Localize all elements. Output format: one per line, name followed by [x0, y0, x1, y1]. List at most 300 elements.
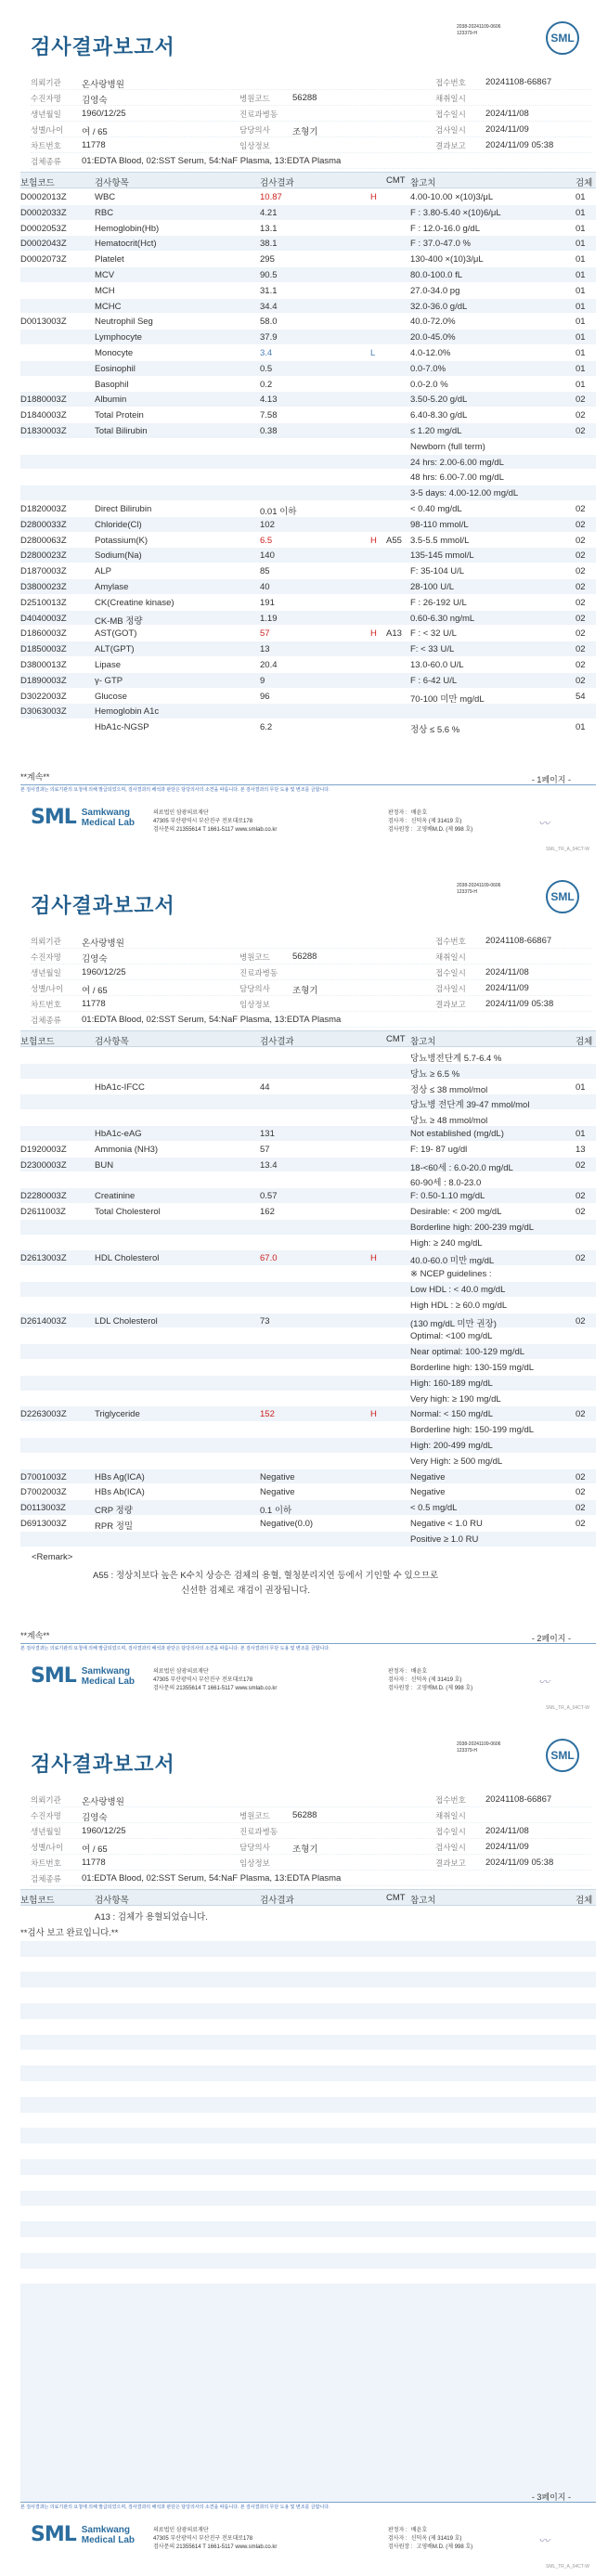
specimen-label: 검체종류 — [31, 1016, 61, 1025]
test-result: 1.19 — [260, 613, 278, 624]
result-row — [20, 1126, 596, 1142]
institution-label: 의뢰기관 — [31, 937, 61, 946]
column-header-result: 검사결과 — [260, 1037, 294, 1047]
reference-range: Desirable: < 200 mg/dL — [410, 1206, 502, 1217]
footer-divider — [20, 1643, 596, 1644]
empty-row — [20, 2425, 596, 2440]
reference-range: 18-<60세 : 6.0-20.0 mg/dL — [410, 1162, 513, 1173]
hospital_code-label: 병원코드 — [239, 1811, 270, 1820]
result-flag: L — [370, 347, 376, 358]
signatories — [388, 809, 472, 835]
reference-range: F : 6-42 U/L — [410, 675, 458, 686]
test-result: 191 — [260, 597, 275, 608]
result-row — [20, 252, 596, 267]
result-row — [20, 392, 596, 408]
test_date-label: 검사일시 — [435, 984, 466, 993]
info-row — [31, 137, 591, 153]
dob-value: 1960/12/25 — [82, 109, 126, 119]
doctor-label: 담당의사 — [239, 1843, 270, 1852]
document-id — [457, 883, 500, 896]
result-row — [20, 1516, 596, 1532]
hospital_code-label: 병원코드 — [239, 952, 270, 962]
signature-mark: 〰 — [538, 817, 550, 830]
test-item: Glucose — [95, 691, 127, 702]
dept-label: 진료과병동 — [239, 1827, 278, 1836]
lab-name-line: Samkwang — [81, 2524, 131, 2535]
result-row — [20, 1422, 596, 1438]
specimen-code: 02 — [576, 659, 586, 670]
test-result: 4.21 — [260, 207, 278, 218]
results-rows — [20, 1907, 596, 1922]
sml-mark-icon: SML — [31, 1664, 76, 1688]
result-row — [20, 657, 596, 673]
test-item: Monocyte — [95, 347, 134, 358]
remark-text: 신선한 검체로 재검이 권장됩니다. — [181, 1585, 311, 1596]
specimen-code: 01 — [576, 254, 586, 265]
test_date-value: 2024/11/09 — [485, 124, 529, 135]
institution-value: 온사랑병원 — [82, 80, 124, 90]
name-label: 수진자명 — [31, 952, 61, 962]
insurance-code: D1880003Z — [20, 395, 67, 406]
reference-range: High: 200-499 mg/dL — [410, 1440, 493, 1451]
empty-row — [20, 2471, 596, 2487]
column-header-ref: 참고치 — [410, 1037, 436, 1047]
reference-range: 135-145 mmol/L — [410, 550, 474, 562]
result-row — [20, 501, 596, 517]
signatories — [388, 1668, 472, 1693]
reference-range: (130 mg/dL 미만 권장) — [410, 1318, 497, 1329]
column-header-ref: 참고치 — [410, 1896, 436, 1906]
test-item: HBs Ag(ICA) — [95, 1471, 145, 1482]
specimen-code: 02 — [576, 1191, 586, 1202]
result-row — [20, 1328, 596, 1344]
result-row — [20, 1142, 596, 1158]
result-row — [20, 299, 596, 315]
doctor-label: 담당의사 — [239, 984, 270, 993]
result-row — [20, 1360, 596, 1376]
result-row — [20, 1469, 596, 1485]
comment-code: A55 — [386, 535, 402, 546]
empty-row — [20, 1972, 596, 1987]
reference-range: 32.0-36.0 g/dL — [410, 301, 468, 312]
empty-row — [20, 2315, 596, 2331]
test-result: 4.13 — [260, 395, 278, 406]
insurance-code: D7001003Z — [20, 1471, 67, 1482]
column-header-result: 검사결과 — [260, 178, 294, 188]
specimen-code: 02 — [576, 425, 586, 436]
reference-range: 27.0-34.0 pg — [410, 285, 460, 296]
sex_age-value: 여 / 65 — [82, 127, 108, 137]
signatory-examiner — [388, 1676, 472, 1685]
reference-range: 3.5-5.5 mmol/L — [410, 535, 470, 546]
chart_no-value: 11778 — [82, 1858, 106, 1868]
receipt_no-label: 접수번호 — [435, 78, 466, 87]
signatory-checker — [388, 2527, 472, 2535]
test-result: Negative(0.0) — [260, 1518, 314, 1529]
report_date-value: 2024/11/09 05:38 — [485, 999, 554, 1009]
receipt_date-value: 2024/11/08 — [485, 967, 529, 977]
test-item: HbA1c-IFCC — [95, 1081, 145, 1093]
result-row — [20, 283, 596, 299]
specimen-code: 01 — [576, 317, 586, 328]
result-row — [20, 548, 596, 563]
test-result: 0.5 — [260, 363, 273, 374]
doctor-label: 담당의사 — [239, 125, 270, 135]
hospital_code-value: 56288 — [292, 951, 317, 962]
result-row — [20, 205, 596, 221]
empty-row — [20, 1957, 596, 1973]
doctor-value: 조형기 — [292, 986, 318, 996]
test-result: 85 — [260, 566, 270, 577]
name-value: 김영숙 — [82, 1813, 108, 1823]
empty-row — [20, 2159, 596, 2175]
specimen-code: 02 — [576, 644, 586, 655]
lab-name-line: Medical Lab — [81, 2534, 136, 2545]
insurance-code: D3063003Z — [20, 706, 67, 718]
result-row — [20, 1484, 596, 1500]
test-item: Chloride(Cl) — [95, 519, 142, 530]
specimen-label: 검체종류 — [31, 1874, 61, 1883]
reference-range: 0.0-7.0% — [410, 363, 446, 374]
reference-range: F: 0.50-1.10 mg/dL — [410, 1191, 485, 1202]
reference-range: 24 hrs: 2.00-6.00 mg/dL — [410, 457, 504, 468]
insurance-code: D3800013Z — [20, 659, 67, 670]
name-value: 김영숙 — [82, 954, 108, 964]
dob-value: 1960/12/25 — [82, 1826, 126, 1836]
column-header-item: 검사항목 — [95, 178, 129, 188]
signatory-name: 신덕옥 (제 31419 호) — [410, 819, 462, 824]
chart_no-value: 11778 — [82, 999, 106, 1009]
test-result: 0.2 — [260, 379, 273, 390]
insurance-code: D4040003Z — [20, 613, 67, 624]
result-row — [20, 330, 596, 345]
test-result: 13.1 — [260, 223, 278, 234]
signatory-label: 검사자 : — [388, 1677, 407, 1683]
insurance-code: D6913003Z — [20, 1518, 67, 1529]
receipt_no-label: 접수번호 — [435, 1795, 466, 1805]
chart_no-label: 차트번호 — [31, 1858, 61, 1868]
signatory-label: 검사원장 : — [388, 1686, 413, 1691]
test-result: 40 — [260, 581, 270, 592]
specimen-code: 02 — [576, 535, 586, 546]
result-row — [20, 1314, 596, 1329]
report-page — [0, 0, 608, 859]
reference-range: Normal: < 150 mg/dL — [410, 1409, 493, 1420]
clinical-label: 임상정보 — [239, 141, 270, 150]
test-item: Potassium(K) — [95, 535, 149, 546]
page-number: - 2페이지 - — [531, 1634, 571, 1643]
result-row — [20, 626, 596, 641]
name-value: 김영숙 — [82, 96, 108, 106]
insurance-code: D2280003Z — [20, 1191, 67, 1202]
collect_date-label: 채취일시 — [435, 94, 466, 103]
receipt_date-label: 접수일시 — [435, 110, 466, 119]
specimen-code: 02 — [576, 1253, 586, 1264]
insurance-code: D1830003Z — [20, 425, 67, 436]
patient-info — [31, 74, 591, 169]
test-item: HDL Cholesterol — [95, 1253, 160, 1264]
test-result: 10.87 — [260, 192, 282, 202]
test-result: 162 — [260, 1206, 275, 1217]
specimen-code: 01 — [576, 239, 586, 250]
result-row — [20, 1094, 596, 1110]
info-row — [31, 74, 591, 90]
test-result: 0.1 이하 — [260, 1506, 292, 1517]
result-row — [20, 1064, 596, 1080]
specimen-code: 02 — [576, 1518, 586, 1529]
test-item: γ- GTP — [95, 675, 123, 686]
test-item: ALT(GPT) — [95, 644, 135, 655]
result-row — [20, 689, 596, 705]
info-row — [31, 106, 591, 122]
reference-range: Negative — [410, 1471, 446, 1482]
test-item: Total Bilirubin — [95, 425, 148, 436]
empty-row — [20, 2253, 596, 2269]
test-result: Negative — [260, 1487, 295, 1498]
sml-logo: SML — [546, 1739, 579, 1772]
insurance-code: D0002043Z — [20, 239, 67, 250]
test-result: 34.4 — [260, 301, 278, 312]
signatory-director — [388, 2544, 472, 2552]
name-label: 수진자명 — [31, 94, 61, 103]
specimen-code: 02 — [576, 410, 586, 421]
result-flag: H — [370, 192, 377, 202]
result-row — [20, 267, 596, 283]
result-row — [20, 1438, 596, 1454]
patient-info — [31, 933, 591, 1028]
signatory-label: 검사자 : — [388, 819, 407, 824]
specimen-code: 02 — [576, 395, 586, 406]
reference-range: 당뇨 ≥ 48 mmol/mol — [410, 1116, 488, 1127]
result-row — [20, 533, 596, 549]
test-item: Creatinine — [95, 1191, 136, 1202]
specimen-code: 02 — [576, 1471, 586, 1482]
report_date-label: 결과보고 — [435, 1000, 466, 1009]
reference-range: F : < 32 U/L — [410, 628, 457, 640]
contact-line: 검사문의 21355614 T 1661-5117 www.smlab.co.kr — [153, 827, 278, 833]
insurance-code: D0002073Z — [20, 254, 67, 265]
column-header-cmt: CMT — [386, 1893, 406, 1903]
result-row — [20, 1236, 596, 1251]
result-row — [20, 189, 596, 205]
test-item: Basophil — [95, 379, 129, 390]
empty-row — [20, 2362, 596, 2377]
test_date-value: 2024/11/09 — [485, 1842, 529, 1852]
test-item: Neutrophil Seg — [95, 317, 153, 328]
document-id-line: 123379-H — [457, 1748, 477, 1754]
test-result: 58.0 — [260, 317, 278, 328]
footer-divider — [20, 784, 596, 785]
test-item: HbA1c-NGSP — [95, 722, 149, 733]
result-row — [20, 1204, 596, 1220]
reference-range: 4.00-10.00 ×(10)3/μL — [410, 192, 494, 202]
receipt_no-value: 20241108-66867 — [485, 1794, 552, 1805]
lab-name — [82, 1666, 135, 1687]
test-result: 3.4 — [260, 347, 273, 358]
corp-name: 의료법인 삼광의료재단 — [153, 1669, 209, 1675]
result-row — [20, 1454, 596, 1469]
document-id-line: 123379-H — [457, 31, 477, 36]
result-row — [20, 1080, 596, 1095]
test-item: Hematocrit(Hct) — [95, 239, 157, 250]
test-result: 20.4 — [260, 659, 278, 670]
signatory-name: 신덕옥 (제 31419 호) — [410, 2536, 462, 2542]
form-id: SML_TR_A_04CT-W — [546, 847, 589, 852]
reference-range: Borderline high: 200-239 mg/dL — [410, 1222, 535, 1233]
result-row — [20, 719, 596, 735]
results-rows — [20, 189, 596, 735]
result-flag: H — [370, 628, 377, 640]
result-row — [20, 1188, 596, 1204]
specimen-code: 01 — [576, 332, 586, 343]
report-complete-note: **검사 보고 완료입니다.** — [20, 1927, 119, 1938]
empty-row — [20, 2331, 596, 2347]
report_date-label: 결과보고 — [435, 141, 466, 150]
empty-row — [20, 2377, 596, 2393]
test-item: Platelet — [95, 254, 124, 265]
insurance-code: D0113003Z — [20, 1503, 66, 1514]
result-row — [20, 361, 596, 377]
form-id: SML_TR_A_04CT-W — [546, 2564, 589, 2570]
specimen-code: 02 — [576, 1487, 586, 1498]
column-header-code: 보험코드 — [20, 1037, 55, 1047]
reference-range: 28-100 U/L — [410, 581, 455, 592]
insurance-code: D1890003Z — [20, 675, 67, 686]
hospital_code-label: 병원코드 — [239, 94, 270, 103]
report_date-label: 결과보고 — [435, 1858, 466, 1868]
signatory-name: 배윤호 — [410, 1669, 428, 1675]
reference-range: 70-100 미만 mg/dL — [410, 693, 485, 705]
insurance-code: D2613003Z — [20, 1253, 67, 1264]
dob-label: 생년월일 — [31, 1827, 61, 1836]
result-row — [20, 1532, 596, 1547]
test-result: 0.57 — [260, 1191, 278, 1202]
empty-row — [20, 2284, 596, 2299]
specimen-code: 01 — [576, 301, 586, 312]
insurance-code: D1820003Z — [20, 503, 67, 514]
insurance-code: D2263003Z — [20, 1409, 67, 1420]
page-number: - 3페이지 - — [531, 2492, 571, 2502]
info-row — [31, 949, 591, 964]
signature-mark: 〰 — [538, 1676, 550, 1689]
signatory-label: 판정자 : — [388, 1669, 407, 1675]
continue-mark: **계속** — [20, 1631, 50, 1640]
reference-range: F: < 33 U/L — [410, 644, 455, 655]
clinical-label: 임상정보 — [239, 1858, 270, 1868]
specimen-code: 02 — [576, 675, 586, 686]
specimen-code: 01 — [576, 285, 586, 296]
test-item: Eosinophil — [95, 363, 136, 374]
result-flag: H — [370, 535, 377, 546]
signatories — [388, 2527, 472, 2552]
result-row — [20, 408, 596, 423]
result-row — [20, 1282, 596, 1298]
footer-lab-logo — [31, 2523, 135, 2546]
receipt_date-label: 접수일시 — [435, 1827, 466, 1836]
test-item: RBC — [95, 207, 114, 218]
insurance-code: D1850003Z — [20, 644, 67, 655]
dept-label: 진료과병동 — [239, 110, 278, 119]
empty-row — [20, 1941, 596, 1957]
result-row — [20, 345, 596, 361]
specimen-code: 02 — [576, 1159, 586, 1171]
test-result: 13 — [260, 644, 270, 655]
dept-label: 진료과병동 — [239, 968, 278, 977]
receipt_no-value: 20241108-66867 — [485, 936, 552, 946]
collect_date-label: 채취일시 — [435, 1811, 466, 1820]
test-result: 6.2 — [260, 722, 273, 733]
reference-range: 40.0-60.0 미만 mg/dL — [410, 1256, 495, 1267]
page-number: - 1페이지 - — [531, 775, 571, 784]
contact-line: 검사문의 21355614 T 1661-5117 www.smlab.co.kr — [153, 1686, 278, 1691]
reference-range: Very high: ≥ 190 mg/dL — [410, 1393, 501, 1405]
reference-range: Negative < 1.0 RU — [410, 1518, 483, 1529]
patient-info — [31, 1792, 591, 1886]
lab-address — [153, 2527, 277, 2552]
footer-divider — [20, 2502, 596, 2503]
test-item: Amylase — [95, 581, 129, 592]
specimen-code: 02 — [576, 1409, 586, 1420]
test-result: 0.01 이하 — [260, 506, 297, 517]
report-page — [0, 859, 608, 1717]
test-item: AST(GOT) — [95, 628, 137, 640]
result-row — [20, 1172, 596, 1188]
reference-range: High: ≥ 240 mg/dL — [410, 1237, 483, 1249]
test-item: RPR 정밀 — [95, 1521, 134, 1532]
empty-row — [20, 2347, 596, 2362]
remark-label: <Remark> — [32, 1551, 73, 1562]
insurance-code: D3800023Z — [20, 581, 67, 592]
signatory-label: 검사원장 : — [388, 2544, 413, 2550]
insurance-code: D7002003Z — [20, 1487, 67, 1498]
test-result: 44 — [260, 1081, 270, 1093]
test-item: Albumin — [95, 395, 127, 406]
specimen-code: 02 — [576, 597, 586, 608]
test-result: 57 — [260, 1144, 270, 1155]
reference-range: 4.0-12.0% — [410, 347, 451, 358]
test-result: Negative — [260, 1471, 295, 1482]
test-item: MCHC — [95, 301, 122, 312]
test-item: Lipase — [95, 659, 121, 670]
signature-mark: 〰 — [538, 2534, 550, 2547]
specimen-code: 02 — [576, 581, 586, 592]
result-row — [20, 641, 596, 657]
reference-range: 6.40-8.30 g/dL — [410, 410, 468, 421]
sml-mark-icon: SML — [31, 806, 76, 829]
reference-range: Newborn (full term) — [410, 441, 485, 452]
reference-range: High HDL : ≥ 60.0 mg/dL — [410, 1300, 508, 1311]
test_date-value: 2024/11/09 — [485, 983, 529, 993]
empty-row — [20, 2455, 596, 2471]
reference-range: 13.0-60.0 U/L — [410, 659, 464, 670]
contact-line: 검사문의 21355614 T 1661-5117 www.smlab.co.kr — [153, 2544, 278, 2550]
column-header-result: 검사결과 — [260, 1896, 294, 1906]
continue-mark: **계속** — [20, 772, 50, 782]
test-item: CK-MB 정량 — [95, 615, 143, 627]
reference-range: Positive ≥ 1.0 RU — [410, 1534, 479, 1545]
reference-range: 3-5 days: 4.00-12.00 mg/dL — [410, 488, 519, 499]
reference-range: ※ NCEP guidelines : — [410, 1269, 492, 1280]
column-header-code: 보험코드 — [20, 1896, 55, 1906]
chart_no-label: 차트번호 — [31, 141, 61, 150]
reference-range: 0.60-6.30 ng/mL — [410, 613, 475, 624]
test-result: 31.1 — [260, 285, 278, 296]
test-item: CK(Creatine kinase) — [95, 597, 175, 608]
specimen-code: 02 — [576, 1503, 586, 1514]
remark-text: A55 : 정상치보다 높은 K수치 상승은 검체의 용혈, 혈청분리지연 등에서 기인할 수 있으므로 — [93, 1570, 439, 1581]
info-row — [31, 980, 591, 996]
report-title: 검사결과보고서 — [31, 1753, 175, 1776]
